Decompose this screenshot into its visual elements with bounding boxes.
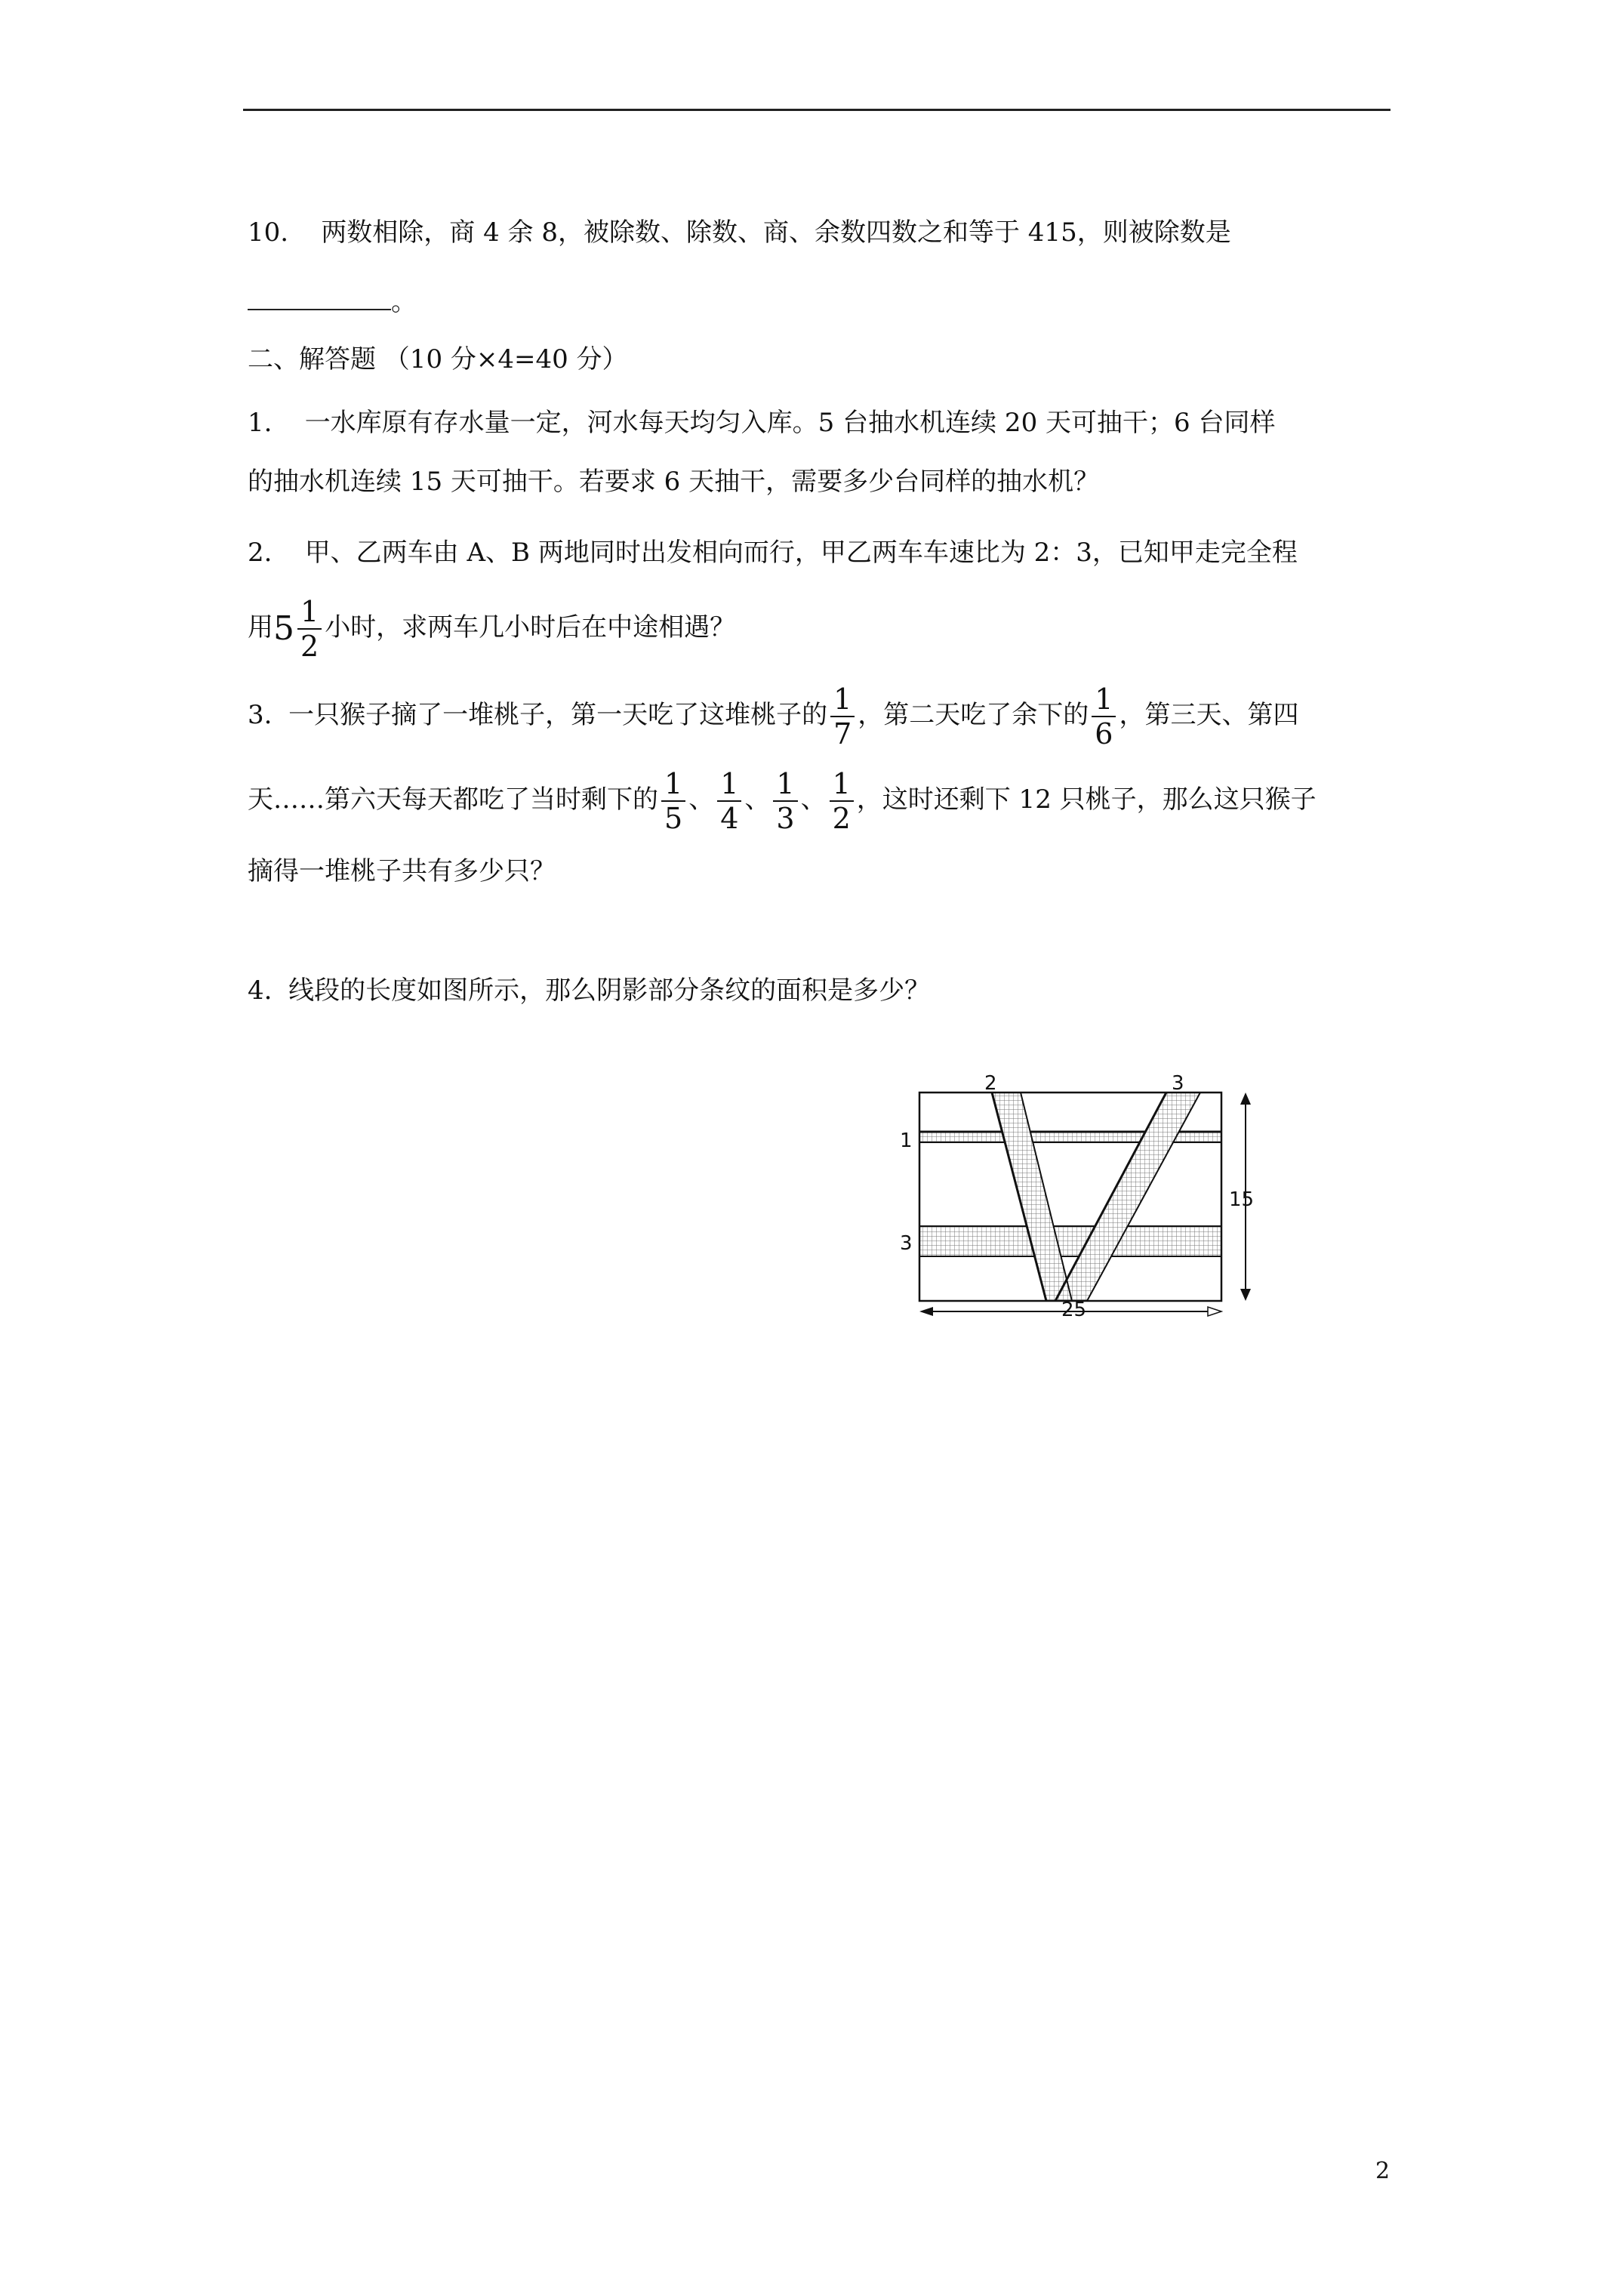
fraction-1-7 — [830, 684, 855, 749]
question-10 — [248, 216, 1231, 249]
label-top-left: 2 — [984, 1072, 997, 1095]
slanted-stripe-right — [1055, 1093, 1200, 1301]
stripe-figure — [891, 1068, 1283, 1318]
slanted-stripe-left — [992, 1093, 1072, 1301]
arrow-head — [1240, 1289, 1251, 1301]
problem-3-text-a: 一只猴子摘了一堆桃子，第一天吃了这堆桃子的 — [288, 700, 828, 730]
problem-3-text-e: ，这时还剩下 12 只桃子，那么这只猴子 — [856, 784, 1317, 815]
fraction-numerator: 1 — [717, 769, 741, 802]
problem-4-text: 线段的长度如图所示，那么阴影部分条纹的面积是多少？ — [288, 975, 931, 1006]
fraction-1-2 — [830, 769, 854, 834]
slant-edge — [1055, 1093, 1166, 1301]
problem-3-line-2 — [248, 766, 1317, 834]
problem-2-prefix: 用 — [248, 612, 273, 643]
mixed-number-fraction — [297, 596, 322, 661]
fraction-denominator: 7 — [833, 717, 852, 750]
section-heading: 二、解答题 （10 分×4=40 分） — [248, 344, 628, 374]
problem-2-number: 2. — [248, 538, 273, 568]
label-width: 25 — [1061, 1299, 1087, 1318]
fraction-numerator: 1 — [773, 769, 797, 802]
separator: 、 — [688, 784, 715, 815]
problem-1-line-1 — [248, 406, 1275, 439]
problem-3-line-1 — [248, 681, 1298, 749]
problem-2-text: 甲、乙两车由 A、B 两地同时出发相向而行，甲乙两车车速比为 2：3，已知甲走完全程 — [304, 538, 1298, 568]
separator: 、 — [800, 784, 827, 815]
question-10-answer-line — [248, 285, 417, 319]
fraction-1-3 — [773, 769, 797, 834]
slant-edge — [1087, 1093, 1200, 1301]
problem-3-text-b: ，第二天吃了余下的 — [858, 700, 1089, 730]
fraction-denominator: 2 — [832, 802, 851, 835]
fraction-denominator: 2 — [300, 630, 319, 663]
fraction-1-4 — [717, 769, 741, 834]
problem-3-text-c: ，第三天、第四 — [1119, 700, 1299, 730]
answer-blank — [248, 286, 391, 310]
arrow-head — [919, 1307, 933, 1316]
fraction-denominator: 3 — [776, 802, 795, 835]
fraction-1-5 — [661, 769, 685, 834]
fraction-numerator: 1 — [830, 684, 855, 717]
page-number: 2 — [1375, 2158, 1390, 2184]
problem-2-line-2 — [248, 593, 735, 663]
problem-3-line-3: 摘得一堆桃子共有多少只？ — [248, 856, 556, 886]
label-left-1: 1 — [900, 1130, 913, 1152]
fraction-numerator: 1 — [661, 769, 685, 802]
question-10-number: 10. — [248, 217, 289, 248]
problem-3-number: 3. — [248, 700, 273, 730]
label-height: 15 — [1229, 1188, 1255, 1211]
problem-1-number: 1. — [248, 408, 273, 438]
fraction-denominator: 5 — [664, 802, 683, 835]
mixed-number-whole: 5 — [273, 609, 294, 648]
problem-1-line-2: 的抽水机连续 15 天可抽干。若要求 6 天抽干，需要多少台同样的抽水机？ — [248, 467, 1100, 497]
fraction-denominator: 6 — [1095, 717, 1113, 750]
question-10-end: 。 — [391, 287, 417, 317]
fraction-numerator: 1 — [1092, 684, 1116, 717]
separator: 、 — [744, 784, 771, 815]
problem-1-text: 一水库原有存水量一定，河水每天均匀入库。5 台抽水机连续 20 天可抽干；6 台同样 — [304, 408, 1276, 438]
label-left-3: 3 — [900, 1232, 913, 1255]
fraction-numerator: 1 — [297, 596, 322, 630]
question-10-text: 两数相除，商 4 余 8，被除数、除数、商、余数四数之和等于 415，则被除数是 — [321, 217, 1231, 248]
fraction-1-6 — [1092, 684, 1116, 749]
label-top-right: 3 — [1172, 1072, 1184, 1095]
arrow-head — [1240, 1093, 1251, 1105]
problem-2-suffix: 小时，求两车几小时后在中途相遇？ — [325, 612, 736, 643]
problem-3-text-d: 天……第六天每天都吃了当时剩下的 — [248, 784, 658, 815]
header-rule — [243, 109, 1390, 111]
fraction-denominator: 4 — [720, 802, 739, 835]
horizontal-stripe-2 — [919, 1226, 1221, 1256]
fraction-numerator: 1 — [830, 769, 854, 802]
problem-4 — [248, 974, 930, 1007]
problem-4-number: 4. — [248, 975, 273, 1006]
problem-2-line-1 — [248, 536, 1298, 569]
arrow-head — [1208, 1307, 1221, 1316]
